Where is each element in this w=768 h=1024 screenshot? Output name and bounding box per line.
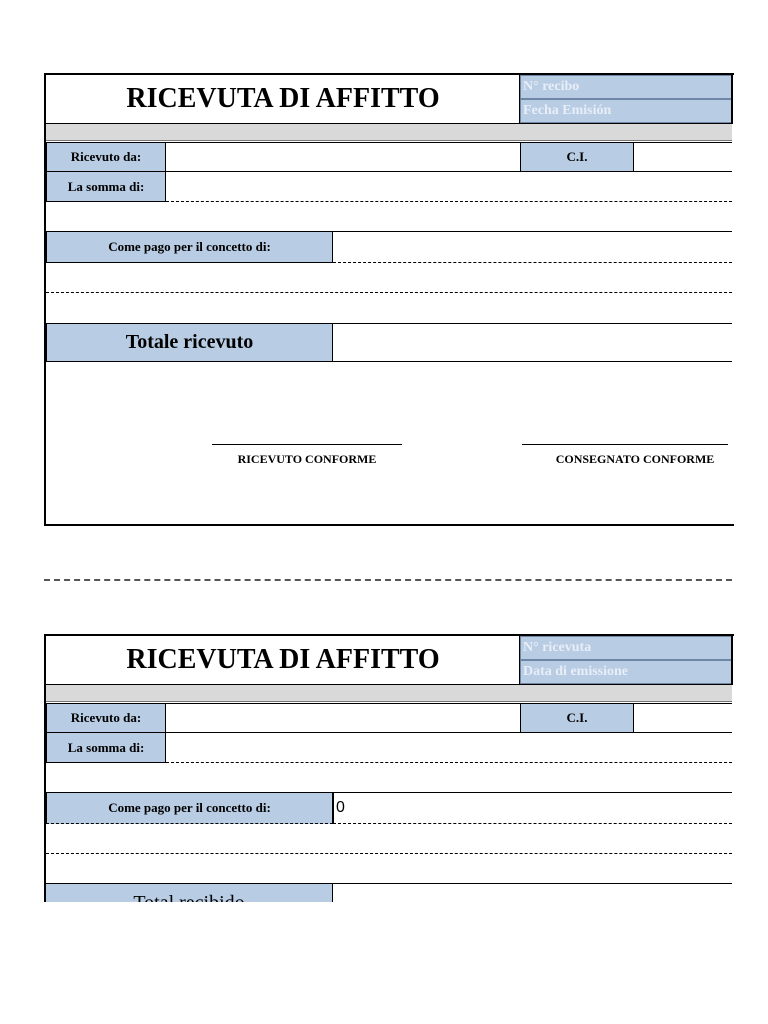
amount-field[interactable]	[166, 733, 732, 763]
received-from-field[interactable]	[166, 703, 520, 733]
concept-field[interactable]: 0	[333, 793, 732, 824]
concept-line-2[interactable]	[46, 263, 732, 293]
concept-line-3[interactable]	[46, 293, 732, 324]
receipt-number-field[interactable]: N° ricevuta	[520, 636, 732, 660]
issue-date-field[interactable]: Data di emissione	[520, 660, 732, 684]
signature-line-received	[212, 444, 402, 445]
page-break	[0, 902, 768, 1024]
cut-line	[44, 579, 732, 581]
signature-received-label: RICEVUTO CONFORME	[237, 452, 377, 466]
signature-delivered-label: CONSEGNATO CONFORME	[555, 452, 715, 466]
concept-label: Come pago per il concetto di:	[46, 793, 333, 824]
receipt-title: RICEVUTA DI AFFITTO	[126, 644, 440, 675]
amount-words-field[interactable]	[46, 202, 732, 232]
separator-band	[46, 123, 732, 141]
issue-date-field[interactable]: Fecha Emisión	[520, 99, 732, 123]
signature-line-delivered	[522, 444, 728, 445]
amount-label: La somma di:	[46, 733, 166, 763]
received-from-label: Ricevuto da:	[46, 703, 166, 733]
total-row-clip	[44, 884, 734, 902]
right-edge	[731, 73, 733, 124]
id-label: C.I.	[520, 703, 634, 733]
concept-field[interactable]	[333, 232, 732, 263]
total-label: Totale ricevuto	[46, 324, 333, 362]
concept-line-3[interactable]	[46, 854, 732, 884]
received-from-label: Ricevuto da:	[46, 142, 166, 172]
received-from-field[interactable]	[166, 142, 520, 172]
receipt-number-field[interactable]: N° recibo	[520, 75, 732, 99]
id-field[interactable]	[634, 142, 732, 172]
id-label: C.I.	[520, 142, 634, 172]
amount-words-field[interactable]	[46, 763, 732, 793]
receipt-title: RICEVUTA DI AFFITTO	[126, 83, 440, 114]
total-field[interactable]	[333, 324, 732, 362]
amount-field[interactable]	[166, 172, 732, 202]
separator-band	[46, 684, 732, 702]
id-field[interactable]	[634, 703, 732, 733]
right-edge	[731, 634, 733, 685]
concept-label: Come pago per il concetto di:	[46, 232, 333, 263]
amount-label: La somma di:	[46, 172, 166, 202]
concept-line-2[interactable]	[46, 824, 732, 854]
